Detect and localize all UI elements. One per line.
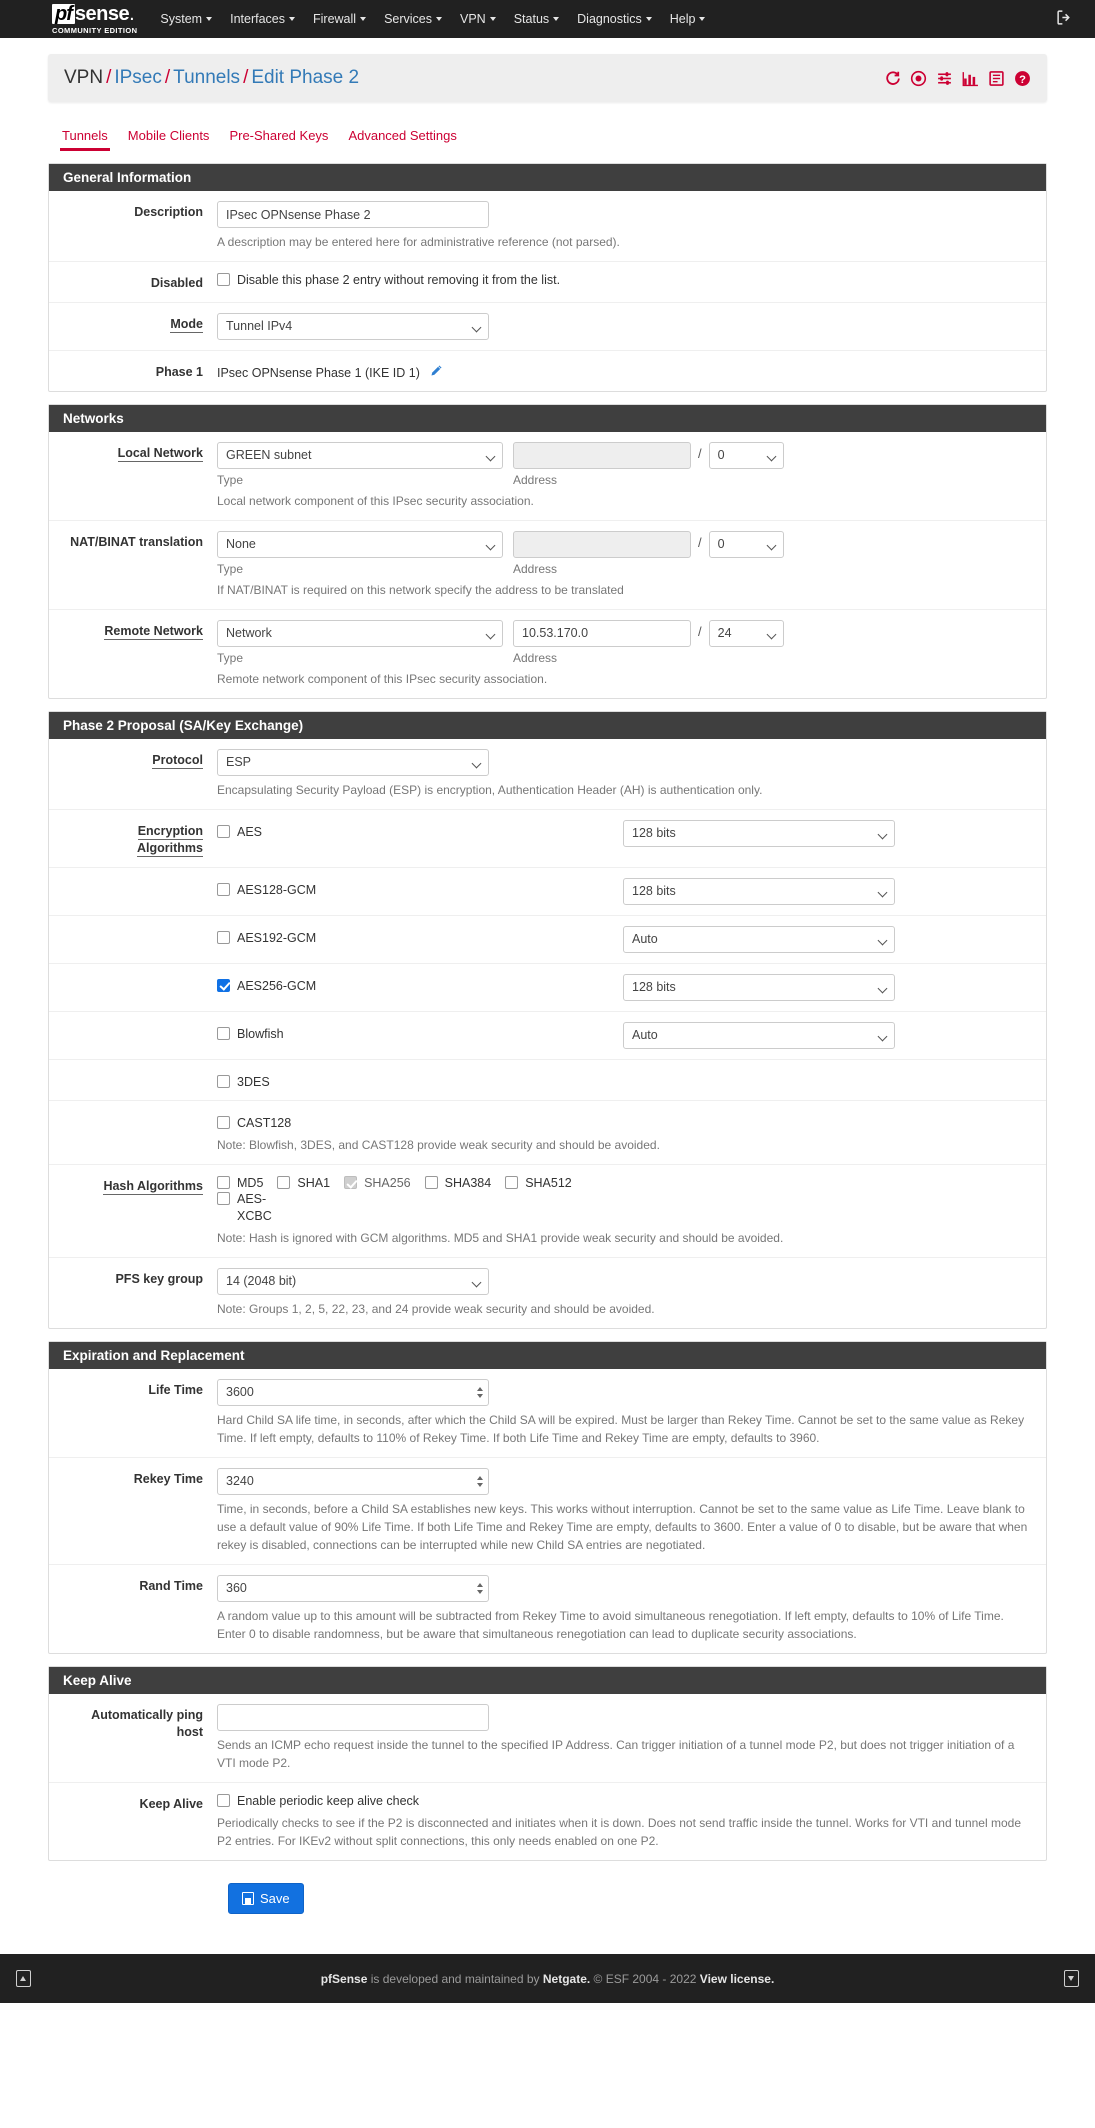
stepper-arrows[interactable] bbox=[471, 1380, 488, 1405]
encryption-3des-label: 3DES bbox=[237, 1074, 270, 1089]
nav-item-services[interactable] bbox=[375, 0, 451, 38]
cidr-separator: / bbox=[698, 623, 702, 639]
tab-tunnels[interactable] bbox=[52, 124, 118, 151]
hash-sha1-label: SHA1 bbox=[297, 1176, 331, 1190]
label-text-line1: Automatically ping bbox=[91, 1707, 203, 1722]
local-network-cidr-select-wrapper bbox=[709, 442, 784, 469]
nat-binat-address-input[interactable] bbox=[513, 531, 691, 558]
hash-sha384-checkbox[interactable] bbox=[425, 1176, 438, 1189]
tab-bar bbox=[48, 124, 1047, 151]
disabled-checkbox-label: Disable this phase 2 entry without removing it from the list. bbox=[237, 273, 561, 287]
nav-item-diagnostics[interactable] bbox=[568, 0, 661, 38]
row-encryption-aes bbox=[49, 810, 1046, 868]
label-spacer bbox=[49, 1022, 217, 1049]
encryption-aes192-gcm-checkbox[interactable] bbox=[217, 931, 230, 944]
encryption-aes256-gcm-label: AES256-GCM bbox=[237, 978, 317, 993]
label-disabled bbox=[49, 272, 217, 292]
encryption-aes128-gcm-checkbox[interactable] bbox=[217, 883, 230, 896]
hint-rand-time: A random value up to this amount will be subtracted from Rekey Time to avoid simultaneous renegotiation. If left empty, defaults to 10% of Life Time. Enter 0 to disable randomness, but be aware that simultaneous renegotiation can lead to duplicate security associations. bbox=[217, 1608, 1004, 1641]
remote-network-cidr-select-wrapper bbox=[709, 620, 784, 647]
navbar-right bbox=[1056, 9, 1081, 30]
scroll-to-bottom-icon[interactable] bbox=[1064, 1970, 1079, 1987]
encryption-aes192-gcm-label: AES192-GCM bbox=[237, 930, 317, 945]
row-encryption-aes192-gcm bbox=[49, 916, 1046, 964]
cidr-separator: / bbox=[698, 534, 702, 550]
pfs-key-group-select-wrapper bbox=[217, 1268, 489, 1295]
label-protocol bbox=[49, 749, 217, 799]
chevron-down-icon bbox=[206, 17, 212, 21]
chevron-down-icon bbox=[289, 17, 295, 21]
nat-binat-cidr-select-wrapper bbox=[709, 531, 784, 558]
row-pfs-key-group bbox=[49, 1258, 1046, 1328]
stepper-arrows[interactable] bbox=[471, 1576, 488, 1601]
stepper-up-icon[interactable] bbox=[477, 1583, 483, 1587]
top-navbar bbox=[0, 0, 1095, 38]
description-input[interactable] bbox=[217, 201, 489, 228]
encryption-blowfish-label: Blowfish bbox=[237, 1026, 284, 1041]
row-encryption-aes256-gcm bbox=[49, 964, 1046, 1012]
hash-md5-checkbox[interactable] bbox=[217, 1176, 230, 1189]
auto-ping-host-input[interactable] bbox=[217, 1704, 489, 1731]
nav-label: Diagnostics bbox=[577, 12, 642, 26]
label-text: Remote Network bbox=[104, 623, 203, 638]
rekey-time-stepper bbox=[217, 1468, 489, 1495]
local-network-type-select[interactable] bbox=[217, 442, 503, 469]
label-text: Life Time bbox=[148, 1382, 203, 1397]
footer-netgate-link[interactable]: Netgate. bbox=[542, 1971, 591, 1986]
hint-keep-alive: Periodically checks to see if the P2 is disconnected and initiates when it is down. Does not send traffic inside the tunnel. Works for VTI and tunnel mode P2 entries. For IKEv2 without split connections, this only needs enabled on one P2. bbox=[217, 1816, 1021, 1848]
hash-aes-xcbc-item bbox=[217, 1191, 272, 1224]
tab-label: Mobile Clients bbox=[127, 128, 210, 143]
chevron-down-icon bbox=[553, 17, 559, 21]
nav-label: VPN bbox=[460, 12, 486, 26]
row-description bbox=[49, 191, 1046, 262]
encryption-3des-checkbox[interactable] bbox=[217, 1075, 230, 1088]
cidr-separator: / bbox=[698, 445, 702, 461]
nav-label: Help bbox=[669, 12, 696, 26]
panel-title: Keep Alive bbox=[49, 1667, 1046, 1694]
row-mode bbox=[49, 303, 1046, 351]
nav-label: Firewall bbox=[313, 12, 357, 26]
encryption-aes128-gcm-label: AES128-GCM bbox=[237, 882, 317, 897]
stepper-down-icon[interactable] bbox=[477, 1394, 483, 1398]
encryption-aes128-gcm-keylen-select[interactable] bbox=[623, 878, 895, 905]
chart-icon[interactable] bbox=[962, 70, 979, 87]
encryption-aes256-gcm-keylen-select-wrapper bbox=[623, 974, 895, 1001]
save-button[interactable] bbox=[228, 1883, 304, 1914]
nat-binat-cidr-select[interactable] bbox=[709, 531, 784, 558]
footer-license-link[interactable]: View license. bbox=[699, 1971, 775, 1986]
nav-item-vpn[interactable] bbox=[451, 0, 505, 38]
hint-life-time: Hard Child SA life time, in seconds, after which the Child SA will be expired. Must be larger than Rekey Time. Cannot be set to the same value as Rekey Time. If left empty, defaults to 110% of Rekey Time. If both Life Time and Rekey Time are empty, defaults to 3960. bbox=[217, 1412, 1025, 1445]
nav-label: Services bbox=[384, 12, 432, 26]
local-network-cidr-select[interactable] bbox=[709, 442, 784, 469]
breadcrumb-trail bbox=[64, 67, 359, 89]
pfs-key-group-select[interactable] bbox=[217, 1268, 489, 1295]
local-network-type-select-wrapper bbox=[217, 442, 503, 469]
label-keep-alive bbox=[49, 1793, 217, 1850]
encryption-aes-checkbox[interactable] bbox=[217, 825, 230, 838]
row-life-time bbox=[49, 1369, 1046, 1458]
note-hash: Note: Hash is ignored with GCM algorithms. MD5 and SHA1 provide weak security and should be avoided. bbox=[217, 1230, 784, 1245]
label-text: NAT/BINAT translation bbox=[70, 534, 203, 549]
row-phase1 bbox=[49, 351, 1046, 391]
footer-copyright: © ESF 2004 - 2022 bbox=[590, 1971, 700, 1986]
row-local-network bbox=[49, 432, 1046, 521]
tab-label: Pre-Shared Keys bbox=[229, 128, 329, 143]
logo-pf-text: pf bbox=[52, 4, 75, 24]
hash-sha256-checkbox[interactable] bbox=[344, 1176, 357, 1189]
rand-time-input[interactable] bbox=[217, 1575, 489, 1602]
label-text: Rekey Time bbox=[133, 1471, 203, 1486]
encryption-aes256-gcm-keylen-select[interactable] bbox=[623, 974, 895, 1001]
row-protocol bbox=[49, 739, 1046, 810]
pfsense-logo[interactable] bbox=[52, 4, 137, 35]
panel-general-information bbox=[48, 163, 1047, 392]
hint-description: A description may be entered here for administrative reference (not parsed). bbox=[217, 235, 620, 249]
hint-protocol: Encapsulating Security Payload (ESP) is encryption, Authentication Header (AH) is authentication only. bbox=[217, 782, 763, 797]
footer-text bbox=[31, 1972, 1064, 1986]
stepper-arrows[interactable] bbox=[471, 1469, 488, 1494]
label-text-line2: Algorithms bbox=[137, 840, 203, 855]
row-disabled bbox=[49, 262, 1046, 303]
hint-local-network: Local network component of this IPsec security association. bbox=[217, 493, 534, 508]
row-encryption-3des bbox=[49, 1060, 1046, 1101]
encryption-cast128-checkbox[interactable] bbox=[217, 1116, 230, 1129]
row-encryption-aes128-gcm bbox=[49, 868, 1046, 916]
label-spacer bbox=[49, 974, 217, 1001]
address-sublabel: Address bbox=[513, 472, 558, 487]
hint-rekey-time: Time, in seconds, before a Child SA establishes new keys. This works without interruption. Cannot be set to the same value as Life Time. Leave blank to use a default value of 90% Life Time. If both Life Time and Rekey Time are empty, defaults to 3600. Enter a value of 0 to disable, but be aware that when rekey is disabled, connections can be interrupted while new Child SA entries are negotiated. bbox=[217, 1501, 1028, 1552]
local-network-address-input[interactable] bbox=[513, 442, 691, 469]
hash-sha384-label: SHA384 bbox=[444, 1176, 492, 1190]
row-hash-algorithms bbox=[49, 1165, 1046, 1258]
nav-item-status[interactable] bbox=[505, 0, 568, 38]
encryption-aes-keylen-select[interactable] bbox=[623, 820, 895, 847]
tab-mobile-clients[interactable] bbox=[118, 124, 220, 151]
note-weak-encryption: Note: Blowfish, 3DES, and CAST128 provide weak security and should be avoided. bbox=[217, 1138, 660, 1152]
breadcrumb-separator: / bbox=[164, 67, 171, 88]
label-text: Keep Alive bbox=[139, 1796, 203, 1811]
encryption-aes128-gcm-keylen-select-wrapper bbox=[623, 878, 895, 905]
chevron-down-icon bbox=[646, 17, 652, 21]
encryption-blowfish-keylen-select[interactable] bbox=[623, 1022, 895, 1049]
tab-pre-shared-keys[interactable] bbox=[219, 124, 338, 151]
address-sublabel: Address bbox=[513, 561, 558, 576]
panel-networks bbox=[48, 404, 1047, 699]
breadcrumb bbox=[48, 54, 1047, 102]
panel-phase2-proposal bbox=[48, 711, 1047, 1329]
protocol-select[interactable] bbox=[217, 749, 489, 776]
hash-sha256-item bbox=[344, 1175, 411, 1191]
hint-nat-binat-translation: If NAT/BINAT is required on this network specify the address to be translated bbox=[217, 582, 624, 597]
breadcrumb-item-edit-phase-2[interactable]: Edit Phase 2 bbox=[251, 67, 360, 88]
breadcrumb-separator: / bbox=[243, 67, 249, 88]
tab-advanced-settings[interactable] bbox=[338, 124, 466, 151]
row-keep-alive-enable bbox=[49, 1783, 1046, 1860]
encryption-blowfish-keylen-select-wrapper bbox=[623, 1022, 895, 1049]
save-button-label: Save bbox=[260, 1891, 290, 1906]
type-sublabel: Type bbox=[217, 561, 244, 576]
row-encryption-blowfish bbox=[49, 1012, 1046, 1060]
disabled-checkbox[interactable] bbox=[217, 273, 230, 286]
nav-item-firewall[interactable] bbox=[304, 0, 375, 38]
nat-binat-type-select-wrapper bbox=[217, 531, 503, 558]
breadcrumb-item-vpn: VPN bbox=[64, 67, 104, 88]
tab-label: Tunnels bbox=[62, 128, 108, 143]
nav-menu-list bbox=[151, 0, 714, 38]
row-auto-ping-host bbox=[49, 1694, 1046, 1783]
hash-aes-xcbc-checkbox[interactable] bbox=[217, 1192, 230, 1205]
label-text: Protocol bbox=[152, 752, 203, 767]
logo-dot: . bbox=[129, 2, 135, 25]
label-text: PFS key group bbox=[115, 1271, 203, 1286]
stepper-down-icon[interactable] bbox=[477, 1590, 483, 1594]
label-life-time bbox=[49, 1379, 217, 1447]
label-rekey-time bbox=[49, 1468, 217, 1554]
encryption-aes256-gcm-checkbox[interactable] bbox=[217, 979, 230, 992]
hash-sha1-checkbox[interactable] bbox=[277, 1176, 290, 1189]
row-rand-time bbox=[49, 1565, 1046, 1653]
keep-alive-checkbox[interactable] bbox=[217, 1794, 230, 1807]
nav-item-interfaces[interactable] bbox=[221, 0, 304, 38]
row-nat-binat-translation bbox=[49, 521, 1046, 610]
hash-sha512-label: SHA512 bbox=[525, 1176, 572, 1190]
panel-keep-alive bbox=[48, 1666, 1047, 1861]
logo-subtitle: COMMUNITY EDITION bbox=[52, 25, 138, 35]
encryption-blowfish-checkbox[interactable] bbox=[217, 1027, 230, 1040]
label-text: Phase 1 bbox=[155, 364, 203, 379]
footer-text-1: is developed and maintained by bbox=[367, 1971, 543, 1986]
mode-select[interactable] bbox=[217, 313, 489, 340]
hint-remote-network: Remote network component of this IPsec security association. bbox=[217, 671, 548, 686]
rand-time-stepper bbox=[217, 1575, 489, 1602]
label-text-line2: host bbox=[176, 1724, 203, 1739]
log-icon[interactable] bbox=[988, 70, 1005, 87]
nav-item-help[interactable] bbox=[661, 0, 715, 38]
panel-title: Expiration and Replacement bbox=[49, 1342, 1046, 1369]
logo-sense-text: sense bbox=[74, 2, 130, 25]
chevron-down-icon bbox=[436, 17, 442, 21]
label-spacer bbox=[49, 1070, 217, 1090]
hash-sha256-label: SHA256 bbox=[364, 1176, 411, 1190]
hash-aes-xcbc-label: AES-XCBC bbox=[237, 1192, 272, 1223]
svg-text:?: ? bbox=[1019, 73, 1026, 86]
scroll-to-top-icon[interactable] bbox=[16, 1970, 31, 1987]
help-icon[interactable] bbox=[1014, 70, 1031, 87]
label-auto-ping-host bbox=[49, 1704, 217, 1772]
note-pfs: Note: Groups 1, 2, 5, 22, 23, and 24 provide weak security and should be avoided. bbox=[217, 1301, 655, 1316]
hash-md5-label: MD5 bbox=[237, 1176, 264, 1190]
address-sublabel: Address bbox=[513, 650, 558, 665]
label-spacer bbox=[49, 926, 217, 953]
label-mode bbox=[49, 313, 217, 340]
stepper-down-icon[interactable] bbox=[477, 1483, 483, 1487]
remote-network-address-input[interactable] bbox=[513, 620, 691, 647]
label-rand-time bbox=[49, 1575, 217, 1643]
panel-title: Phase 2 Proposal (SA/Key Exchange) bbox=[49, 712, 1046, 739]
panel-title: Networks bbox=[49, 405, 1046, 432]
life-time-stepper bbox=[217, 1379, 489, 1406]
panel-expiration-replacement bbox=[48, 1341, 1047, 1654]
nav-item-system[interactable] bbox=[151, 0, 221, 38]
row-encryption-cast128 bbox=[49, 1101, 1046, 1165]
label-phase1 bbox=[49, 361, 217, 381]
label-text: Description bbox=[134, 205, 203, 219]
label-text-line1: Encryption bbox=[137, 823, 203, 838]
hash-algorithm-group bbox=[217, 1175, 617, 1224]
logout-icon[interactable] bbox=[1056, 9, 1073, 30]
label-text: Hash Algorithms bbox=[103, 1179, 203, 1193]
tab-label: Advanced Settings bbox=[348, 128, 457, 143]
remote-network-type-select-wrapper bbox=[217, 620, 503, 647]
nav-label: System bbox=[160, 12, 203, 26]
hash-sha1-item bbox=[277, 1175, 330, 1191]
type-sublabel: Type bbox=[217, 650, 244, 665]
pencil-icon[interactable] bbox=[430, 365, 443, 380]
encryption-aes-label: AES bbox=[237, 824, 263, 839]
hash-sha512-item bbox=[505, 1175, 572, 1191]
encryption-aes192-gcm-keylen-select-wrapper bbox=[623, 926, 895, 953]
row-rekey-time bbox=[49, 1458, 1046, 1565]
nav-label: Status bbox=[513, 12, 550, 26]
stepper-up-icon[interactable] bbox=[477, 1476, 483, 1480]
label-local-network bbox=[49, 442, 217, 510]
breadcrumb-item-ipsec[interactable]: IPsec bbox=[114, 67, 162, 88]
panel-title: General Information bbox=[49, 164, 1046, 191]
sliders-icon[interactable] bbox=[936, 70, 953, 87]
save-icon bbox=[242, 1892, 254, 1905]
record-icon[interactable] bbox=[910, 70, 927, 87]
encryption-aes192-gcm-keylen-select[interactable] bbox=[623, 926, 895, 953]
label-text: Mode bbox=[170, 316, 203, 331]
keep-alive-checkbox-label: Enable periodic keep alive check bbox=[237, 1793, 420, 1808]
remote-network-type-select[interactable] bbox=[217, 620, 503, 647]
type-sublabel: Type bbox=[217, 472, 244, 487]
label-text: Disabled bbox=[150, 276, 203, 290]
phase1-value: IPsec OPNsense Phase 1 (IKE ID 1) bbox=[217, 365, 420, 380]
label-encryption-algorithms bbox=[49, 820, 217, 857]
hash-sha384-item bbox=[425, 1175, 492, 1191]
hint-auto-ping-host: Sends an ICMP echo request inside the tunnel to the specified IP Address. Can trigger initiation of a tunnel mode P2, but does not trigger initiation of a VTI mode P2. bbox=[217, 1737, 1015, 1770]
nat-binat-type-select[interactable] bbox=[217, 531, 503, 558]
protocol-select-wrapper bbox=[217, 749, 489, 776]
rekey-time-input[interactable] bbox=[217, 1468, 489, 1495]
chevron-down-icon bbox=[699, 17, 705, 21]
encryption-cast128-label: CAST128 bbox=[237, 1115, 292, 1130]
mode-select-wrapper bbox=[217, 313, 489, 340]
hash-sha512-checkbox[interactable] bbox=[505, 1176, 518, 1189]
footer-pfsense-label: pfSense bbox=[320, 1971, 368, 1986]
label-spacer bbox=[49, 878, 217, 905]
page-footer bbox=[0, 1954, 1095, 2003]
breadcrumb-item-tunnels[interactable]: Tunnels bbox=[173, 67, 241, 88]
chevron-down-icon bbox=[490, 17, 496, 21]
life-time-input[interactable] bbox=[217, 1379, 489, 1406]
label-text: Local Network bbox=[117, 445, 203, 460]
encryption-aes-keylen-select-wrapper bbox=[623, 820, 895, 847]
stepper-up-icon[interactable] bbox=[477, 1387, 483, 1391]
header-icon-group bbox=[884, 70, 1031, 87]
label-remote-network bbox=[49, 620, 217, 688]
save-bar bbox=[48, 1861, 1047, 1954]
hash-md5-item bbox=[217, 1175, 263, 1191]
chevron-down-icon bbox=[360, 17, 366, 21]
nav-label: Interfaces bbox=[230, 12, 285, 26]
label-description bbox=[49, 201, 217, 251]
label-nat-binat-translation bbox=[49, 531, 217, 599]
label-hash-algorithms bbox=[49, 1175, 217, 1247]
remote-network-cidr-select[interactable] bbox=[709, 620, 784, 647]
label-text: Rand Time bbox=[139, 1578, 203, 1593]
row-remote-network bbox=[49, 610, 1046, 698]
label-pfs-key-group bbox=[49, 1268, 217, 1318]
restart-icon[interactable] bbox=[884, 70, 901, 87]
label-spacer bbox=[49, 1111, 217, 1154]
breadcrumb-separator: / bbox=[106, 67, 112, 88]
